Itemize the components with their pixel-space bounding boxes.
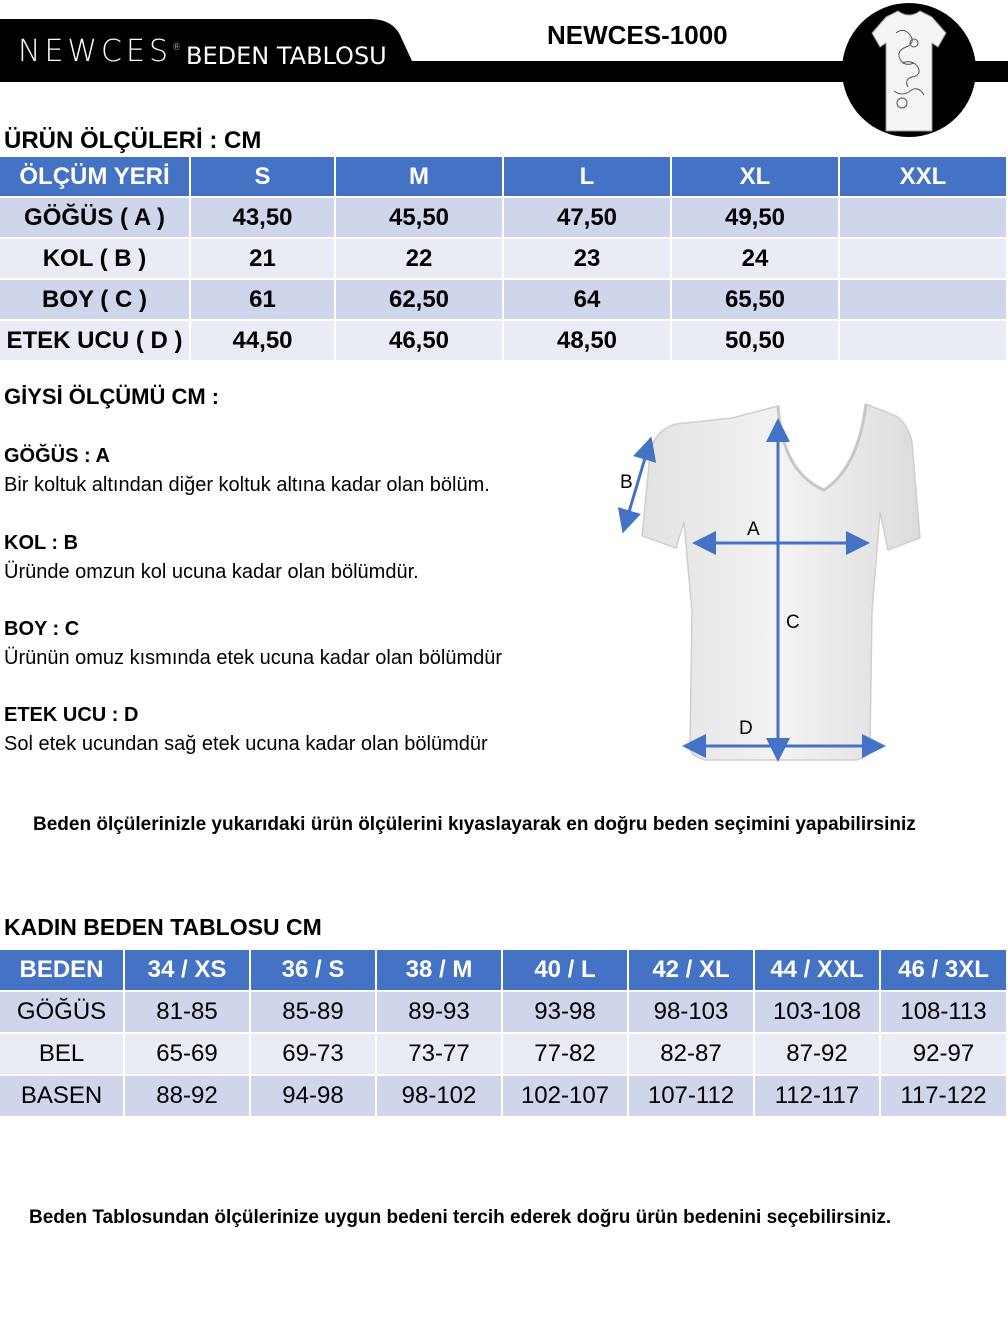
table-cell: 102-107 (503, 1076, 629, 1118)
table-cell: 50,50 (672, 321, 840, 362)
table-cell: 103-108 (755, 992, 881, 1034)
measure-text-chest: Bir koltuk altından diğer koltuk altına kadar olan bölüm. (4, 474, 490, 496)
table-cell: 45,50 (336, 198, 504, 239)
column-header: 36 / S (251, 950, 377, 992)
table-cell: 46,50 (336, 321, 504, 362)
table-row (0, 280, 1008, 321)
table-cell: 21 (191, 239, 336, 280)
column-header: 44 / XXL (755, 950, 881, 992)
table-cell (840, 198, 1008, 239)
diagram-label-a: A (747, 519, 760, 540)
header-subtitle: BEDEN TABLOSU (186, 42, 387, 70)
column-header: XL (672, 157, 840, 198)
table-cell (840, 280, 1008, 321)
product-code: NEWCES-1000 (547, 20, 728, 50)
column-header: 40 / L (503, 950, 629, 992)
row-label: BASEN (0, 1076, 125, 1118)
table-cell: 85-89 (251, 992, 377, 1034)
table-row (0, 198, 1008, 239)
table-cell: 73-77 (377, 1034, 503, 1076)
table-cell: 69-73 (251, 1034, 377, 1076)
table-cell: 61 (191, 280, 336, 321)
column-header: 34 / XS (125, 950, 251, 992)
table-row (0, 239, 1008, 280)
diagram-label-b: B (620, 472, 633, 493)
table-cell: 22 (336, 239, 504, 280)
column-header: 46 / 3XL (881, 950, 1008, 992)
measure-label-hem: ETEK UCU : D (4, 704, 139, 726)
table-cell: 98-102 (377, 1076, 503, 1118)
tshirt-illustration-icon (596, 372, 1008, 812)
row-label: BOY ( C ) (0, 280, 191, 321)
table-cell: 112-117 (755, 1076, 881, 1118)
registered-mark: ® (172, 43, 182, 53)
table-cell (840, 321, 1008, 362)
size-choice-note: Beden Tablosundan ölçülerinize uygun bedeni tercih ederek doğru ürün bedenini seçebilirsiniz. (29, 1207, 892, 1228)
tshirt-thumbnail-icon (842, 3, 976, 137)
table-cell: 65-69 (125, 1034, 251, 1076)
table-cell: 77-82 (503, 1034, 629, 1076)
measure-text-hem: Sol etek ucundan sağ etek ucuna kadar olan bölümdür (4, 733, 488, 755)
measure-text-sleeve: Üründe omzun kol ucuna kadar olan bölümdür. (4, 561, 419, 583)
table-cell: 87-92 (755, 1034, 881, 1076)
row-label: GÖĞÜS (0, 992, 125, 1034)
table-cell: 82-87 (629, 1034, 755, 1076)
table-cell: 47,50 (504, 198, 672, 239)
table-cell: 43,50 (191, 198, 336, 239)
table-header-row (0, 950, 1008, 992)
table-cell: 49,50 (672, 198, 840, 239)
table-cell: 44,50 (191, 321, 336, 362)
table-cell: 24 (672, 239, 840, 280)
table-header-row (0, 157, 1008, 198)
table-cell: 48,50 (504, 321, 672, 362)
diagram-label-d: D (739, 718, 753, 739)
table-row (0, 1076, 1008, 1118)
table-cell: 65,50 (672, 280, 840, 321)
table-cell: 23 (504, 239, 672, 280)
table-cell: 98-103 (629, 992, 755, 1034)
product-size-table (0, 157, 1008, 362)
table-cell: 89-93 (377, 992, 503, 1034)
column-header: XXL (840, 157, 1008, 198)
row-label: BEL (0, 1034, 125, 1076)
table-row (0, 1034, 1008, 1076)
table-cell: 88-92 (125, 1076, 251, 1118)
row-label: GÖĞÜS ( A ) (0, 198, 191, 239)
table-cell (840, 239, 1008, 280)
row-label: ETEK UCU ( D ) (0, 321, 191, 362)
table-row (0, 321, 1008, 362)
measure-label-chest: GÖĞÜS : A (4, 445, 110, 467)
column-header: BEDEN (0, 950, 125, 992)
table-cell: 64 (504, 280, 672, 321)
size-advice-note: Beden ölçülerinizle yukarıdaki ürün ölçülerini kıyaslayarak en doğru beden seçimini yapabilirsiniz (33, 814, 916, 835)
table-cell: 93-98 (503, 992, 629, 1034)
table-cell: 94-98 (251, 1076, 377, 1118)
measure-label-sleeve: KOL : B (4, 532, 79, 554)
product-section-title: ÜRÜN ÖLÇÜLERİ : CM (4, 127, 262, 154)
measure-text-length: Ürünün omuz kısmında etek ucuna kadar olan bölümdür (4, 647, 503, 669)
table-cell: 92-97 (881, 1034, 1008, 1076)
table-cell: 117-122 (881, 1076, 1008, 1118)
diagram-label-c: C (786, 612, 800, 633)
brand-logo (18, 34, 181, 69)
column-header: 38 / M (377, 950, 503, 992)
column-header: S (191, 157, 336, 198)
tshirt-diagram (596, 372, 1008, 812)
women-section-title: KADIN BEDEN TABLOSU CM (4, 914, 322, 940)
column-header: L (504, 157, 672, 198)
brand-name: NEWCES (18, 34, 173, 69)
table-cell: 62,50 (336, 280, 504, 321)
women-size-table (0, 950, 1008, 1118)
table-cell: 107-112 (629, 1076, 755, 1118)
column-header: 42 / XL (629, 950, 755, 992)
table-row (0, 992, 1008, 1034)
table-cell: 108-113 (881, 992, 1008, 1034)
column-header: ÖLÇÜM YERİ (0, 157, 191, 198)
row-label: KOL ( B ) (0, 239, 191, 280)
column-header: M (336, 157, 504, 198)
measure-section-title: GİYSİ ÖLÇÜMÜ CM : (4, 384, 220, 409)
table-cell: 81-85 (125, 992, 251, 1034)
measure-label-length: BOY : C (4, 618, 80, 640)
